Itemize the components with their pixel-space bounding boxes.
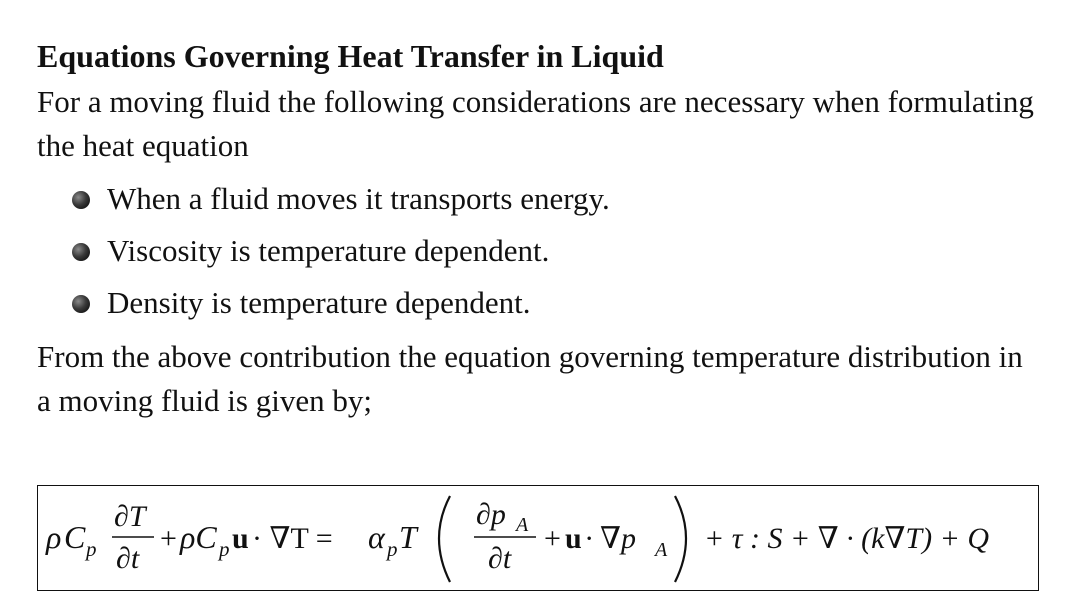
eq-plus: +	[544, 522, 561, 555]
bullet-text: Viscosity is temperature dependent.	[107, 233, 550, 268]
bullet-dot-icon	[72, 243, 90, 261]
eq-left-paren	[439, 496, 450, 582]
eq-T: T	[399, 519, 417, 555]
eq-rhoC: ρC	[180, 519, 217, 555]
slide-title: Equations Governing Heat Transfer in Liquid	[37, 38, 664, 74]
eq-p-sub: p	[219, 537, 230, 561]
eq-dt-denominator: ∂t	[116, 542, 140, 575]
eq-remainder: + τ : S + ∇ · (k∇T) + Q	[704, 522, 989, 555]
bullet-dot-icon	[72, 191, 90, 209]
eq-grad-p: · ∇p	[585, 522, 636, 555]
intro-paragraph: For a moving fluid the following considerations are necessary when formulating the heat equation	[37, 84, 1034, 163]
eq-A-sub: A	[655, 539, 668, 561]
eq-u-vector: u	[565, 522, 582, 555]
eq-p-sub: p	[86, 537, 97, 561]
bullet-text: Density is temperature dependent.	[107, 285, 531, 320]
conclusion-paragraph: From the above contribution the equation governing temperature distribution in a moving fluid is given by;	[37, 339, 1023, 418]
eq-plus: +	[160, 522, 177, 555]
eq-A-sub: A	[516, 514, 529, 536]
bullet-text: When a fluid moves it transports energy.	[107, 181, 610, 216]
equation-box	[37, 485, 1039, 591]
eq-dot-grad-T: · ∇T =	[252, 522, 333, 555]
bullet-list	[72, 173, 610, 329]
eq-dt-denominator: ∂t	[488, 542, 512, 575]
bullet-item	[72, 173, 610, 225]
bullet-dot-icon	[72, 295, 90, 313]
eq-dT-numerator: ∂T	[114, 500, 146, 533]
eq-C: C	[64, 519, 86, 555]
eq-dpA-numerator: ∂p	[476, 498, 506, 531]
eq-rho: ρ	[46, 519, 62, 555]
bullet-item	[72, 225, 610, 277]
eq-p-sub: p	[387, 537, 398, 561]
bullet-item	[72, 277, 610, 329]
eq-alpha: α	[368, 519, 385, 555]
eq-right-paren	[675, 496, 686, 582]
heat-equation	[38, 486, 1038, 590]
eq-u-vector: u	[232, 522, 249, 555]
